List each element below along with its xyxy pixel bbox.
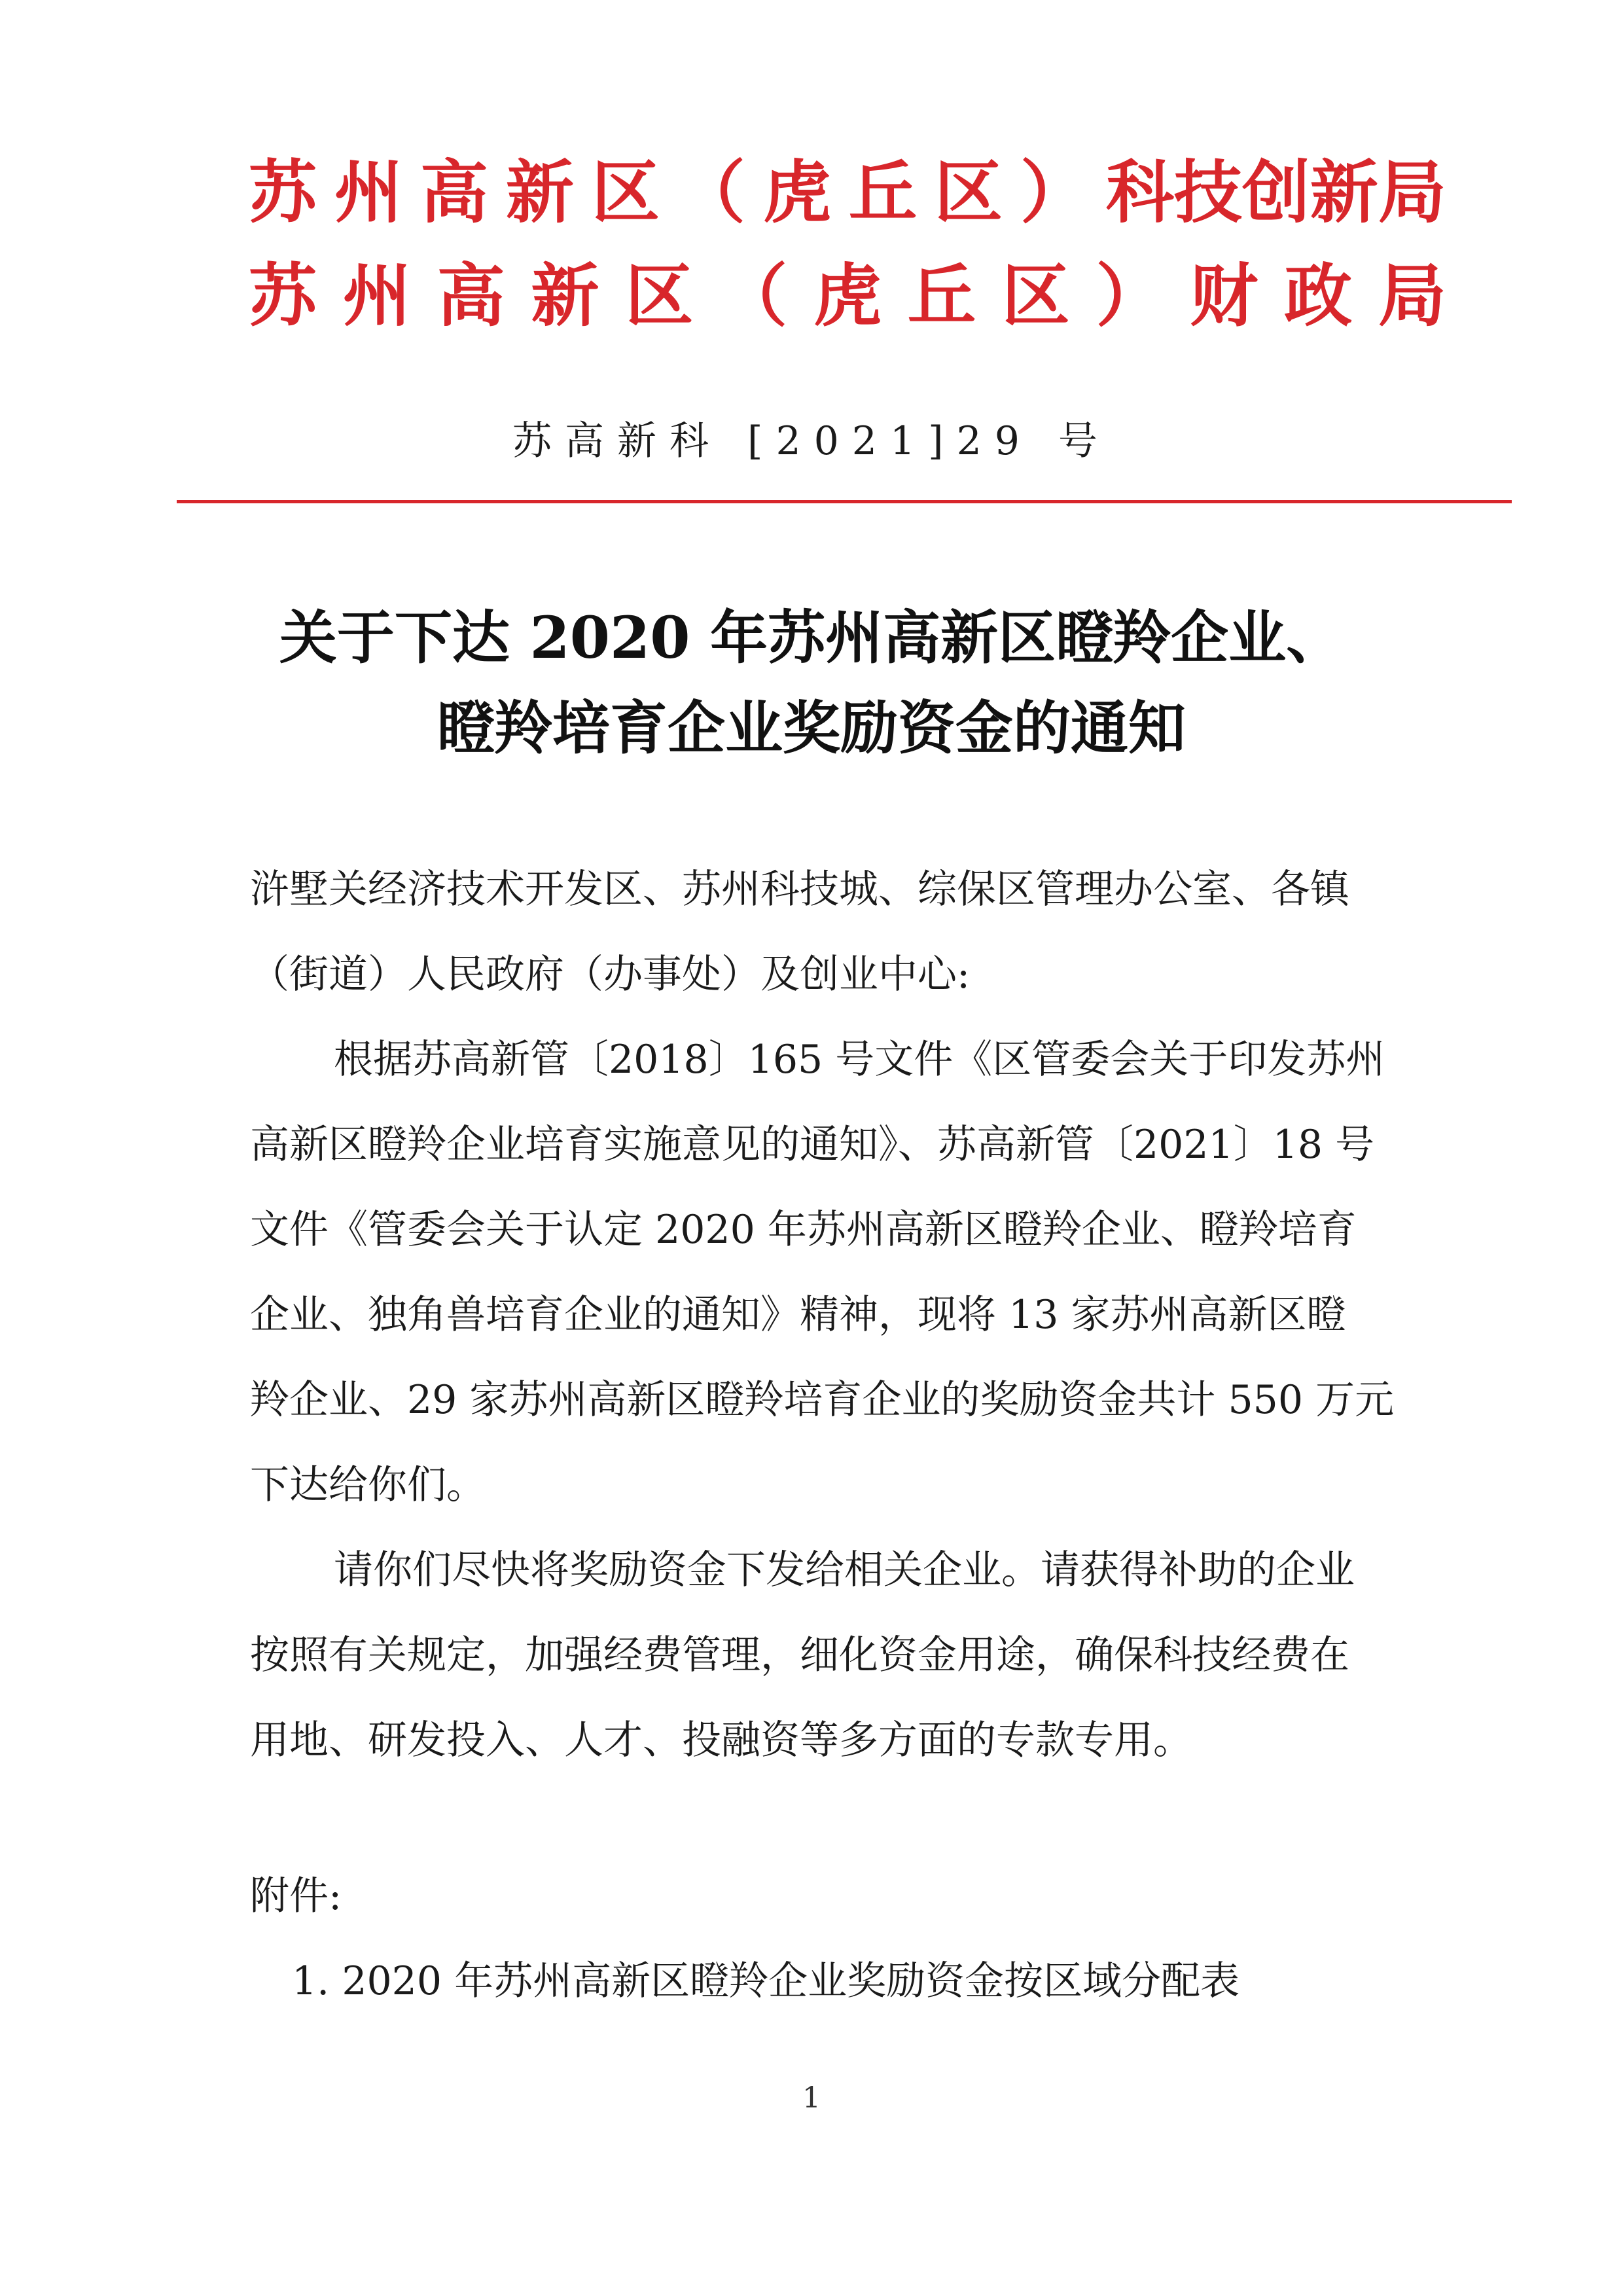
paragraph-line: 下达给你们。: [250, 1462, 486, 1508]
recipients-line: （街道）人民政府（办事处）及创业中心:: [250, 952, 971, 997]
issuer-line-finance-bureau: [249, 255, 1446, 336]
attachment-label: 附件:: [250, 1873, 342, 1919]
paragraph-line: 高新区瞪羚企业培育实施意见的通知》、苏高新管〔2021〕18 号: [250, 1122, 1375, 1168]
paragraph-line: 企业、独角兽培育企业的通知》精神，现将 13 家苏州高新区瞪: [250, 1292, 1346, 1338]
recipients-line: 浒墅关经济技术开发区、苏州科技城、综保区管理办公室、各镇: [250, 867, 1349, 912]
issuer-line-science-bureau: [249, 152, 1446, 233]
issuer-char: 虎: [762, 152, 831, 232]
issuer-char: 州: [334, 152, 402, 232]
issuer-char: 财: [1190, 255, 1258, 336]
issuer-char: 苏: [249, 255, 317, 336]
paragraph-line: 用地、研发投入、人才、投融资等多方面的专款专用。: [250, 1717, 1192, 1763]
issuer-char: 高: [419, 152, 488, 232]
document-title-line-1: 关于下达 2020 年苏州高新区瞪羚企业、: [279, 603, 1344, 672]
issuer-char: （: [677, 152, 745, 232]
issuer-char: 丘: [848, 152, 917, 232]
paragraph-basis: [250, 1017, 1448, 1528]
document-title-line-2: 瞪羚培育企业奖励资金的通知: [437, 694, 1186, 762]
paragraph-line: 按照有关规定，加强经费管理，细化资金用途，确保科技经费在: [250, 1632, 1349, 1678]
issuer-char: 新: [531, 255, 599, 336]
issuer-char: ）: [1096, 255, 1164, 336]
issuer-char: 虎: [813, 255, 882, 336]
paragraph-line: 根据苏高新管〔2018〕165 号文件《区管委会关于印发苏州: [334, 1037, 1385, 1083]
issuer-char: （: [719, 255, 788, 336]
issuer-char: 区: [625, 255, 694, 336]
issuer-char: 区: [1001, 255, 1070, 336]
issuer-char: 科技创新局: [1105, 152, 1446, 232]
paragraph-line: 羚企业、29 家苏州高新区瞪羚培育企业的奖励资金共计 550 万元: [250, 1377, 1395, 1423]
attachment-item: 1. 2020 年苏州高新区瞪羚企业奖励资金按区域分配表: [292, 1958, 1240, 2004]
paragraph-requirements: [250, 1528, 1448, 1783]
paragraph-line: 文件《管委会关于认定 2020 年苏州高新区瞪羚企业、瞪羚培育: [250, 1207, 1357, 1253]
paragraph-line: 请你们尽快将奖励资金下发给相关企业。请获得补助的企业: [334, 1547, 1355, 1593]
red-divider-rule: [177, 500, 1512, 503]
issuer-char: 区: [934, 152, 1003, 232]
issuer-char: 州: [342, 255, 411, 336]
issuer-char: 苏: [249, 152, 317, 232]
document-number: 苏高新科 [2021]29 号: [512, 418, 1111, 464]
recipients-block: [250, 847, 1448, 1017]
issuer-char: ）: [1020, 152, 1088, 232]
page-number: 1: [802, 2081, 821, 2115]
issuer-char: 局: [1378, 255, 1446, 336]
issuer-char: 丘: [907, 255, 976, 336]
issuer-char: 新: [505, 152, 574, 232]
issuer-char: 区: [591, 152, 660, 232]
issuer-char: 高: [437, 255, 505, 336]
issuer-char: 政: [1284, 255, 1353, 336]
